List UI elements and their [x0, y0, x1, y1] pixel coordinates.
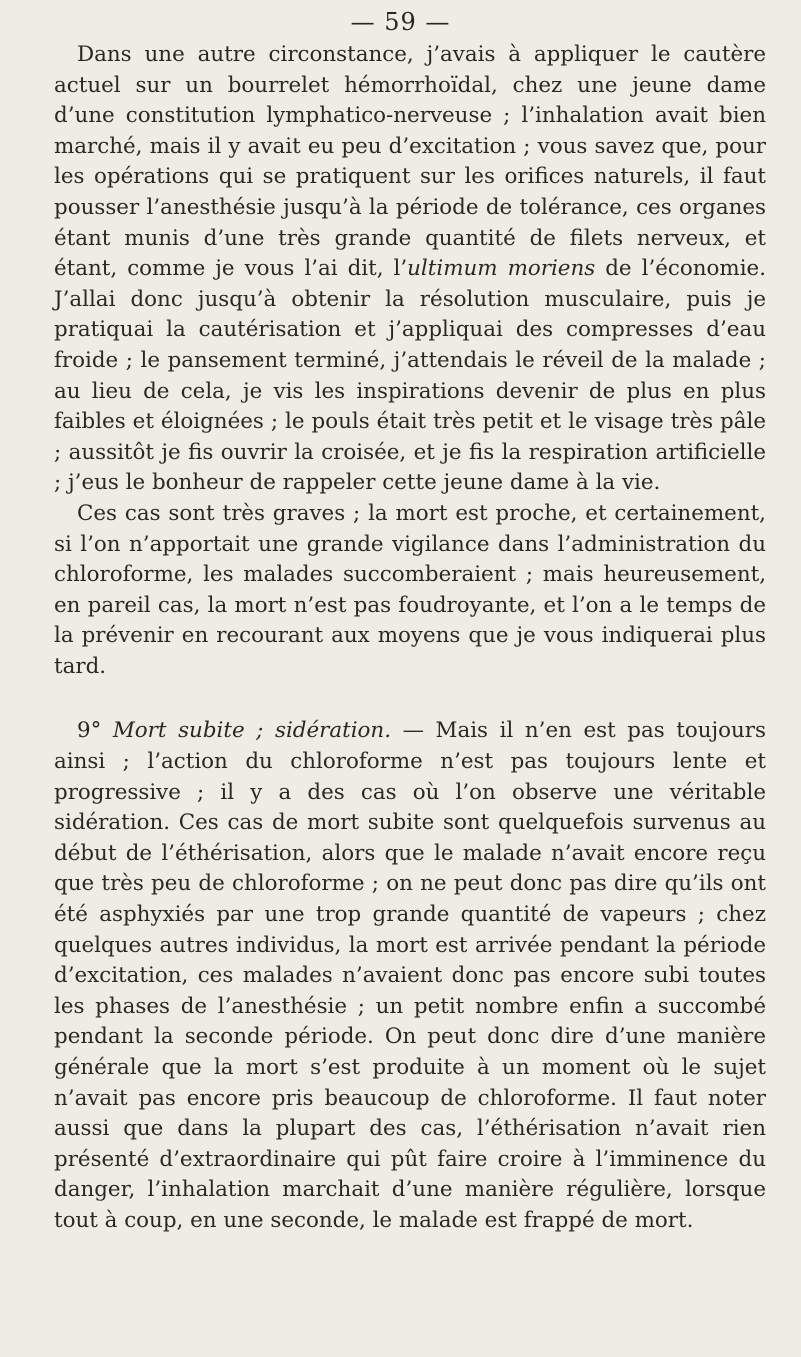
paragraph	[54, 499, 766, 683]
section-number: 9°	[77, 718, 113, 744]
paragraph	[54, 40, 766, 499]
paragraph-section-9	[54, 716, 766, 1236]
text-segment: de l’économie. J’allai donc jusqu’à obtenir la résolution musculaire, puis je pratiquai la cautérisation et j’appliquai des compresses d’eau froide ; le pansement terminé, j’attendais le réveil de la malade ; au lieu de cela, je vis les inspirations devenir de plus en plus faibles et éloignées ; le pouls était très petit et le visage très pâle ; aussitôt je fis ouvrir la croisée, et je fis la respiration artificielle ; j’eus le bonheur de rappeler cette jeune dame à la vie.	[54, 256, 766, 496]
text-segment: Ces cas sont très graves ; la mort est proche, et certainement, si l’on n’apportait une grande vigilance dans l’administration du chloroforme, les malades succomberaient ; mais heureusement, en pareil cas, la mort n’est pas foudroyante, et l’on a le temps de la prévenir en recourant aux moyens que je vous indiquerai plus tard.	[54, 500, 766, 679]
page-number: — 59 —	[350, 8, 451, 36]
section-heading: Mort subite ; sidération.	[112, 718, 392, 744]
text-segment: — Mais il n’en est pas toujours ainsi ; l’action du chloroforme n’est pas toujours lente et progressive ; il y a des cas où l’on observe une véritable sidération. Ces cas de mort subite sont quelquefois survenus au début de l’éthérisation, alors que le malade n’avait encore reçu que très peu de chloroforme ; on ne peut donc pas dire qu’ils ont été asphyxiés par une trop grande quantité de vapeurs ; chez quelques autres individus, la mort est arrivée pendant la période d’excitation, ces malades n’avaient donc pas encore subi toutes les phases de l’anesthésie ; un petit nombre enfin a succombé pendant la seconde période. On peut donc dire d’une manière générale que la mort s’est produite à un moment où le sujet n’avait pas encore pris beaucoup de chloroforme. Il faut noter aussi que dans la plupart des cas, l’éthérisation n’avait rien présenté d’extraordinaire qui pût faire croire à l’imminence du danger, l’inhalation marchait d’une manière régulière, lorsque tout à coup, en une seconde, le malade est frappé de mort.	[54, 718, 766, 1233]
text-segment: Dans une autre circonstance, j’avais à appliquer le cautère actuel sur un bourrelet hémorrhoïdal, chez une jeune dame d’une constitution lymphatico-nerveuse ; l’inhalation avait bien marché, mais il y avait eu peu d’excitation ; vous savez que, pour les opérations qui se pratiquent sur les orifices naturels, il faut pousser l’anesthésie jusqu’à la période de tolérance, ces organes étant munis d’une très grande quantité de filets nerveux, et étant, comme je vous l’ai dit, l’	[54, 42, 766, 282]
latin-phrase: ultimum moriens	[407, 256, 596, 282]
body-text	[54, 40, 766, 1237]
